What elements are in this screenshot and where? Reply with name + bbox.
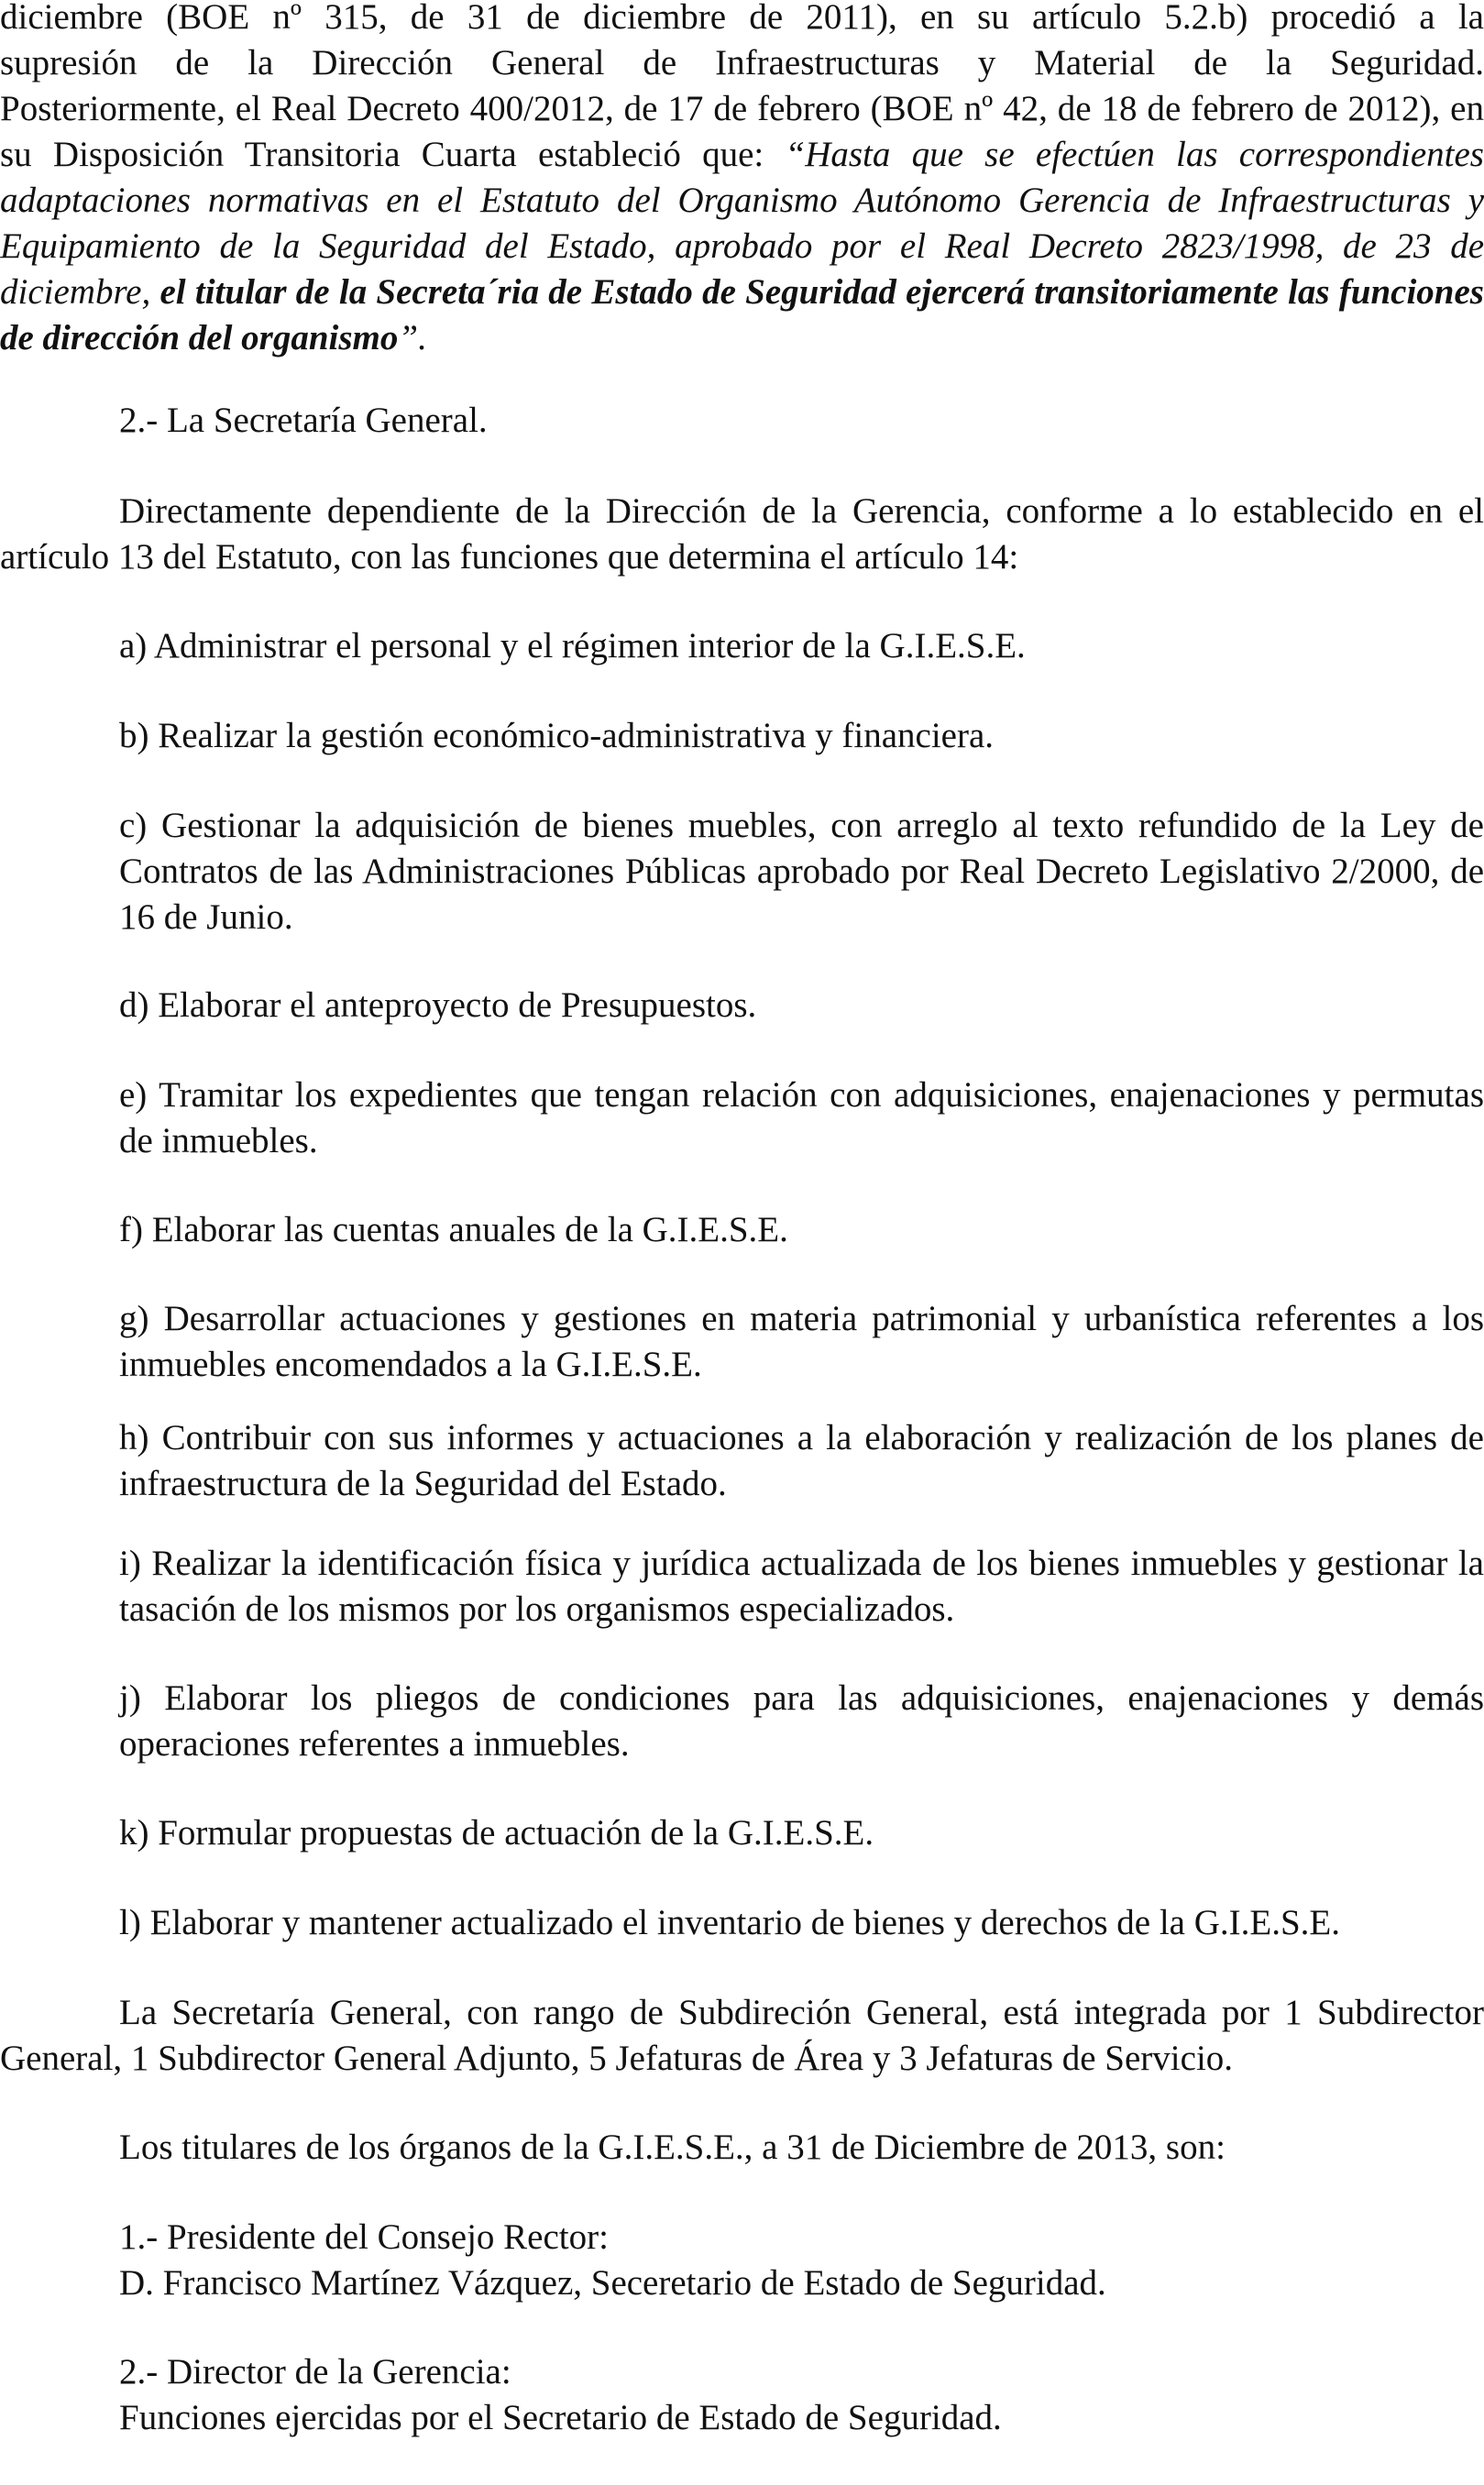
- intro-line-1: diciembre (BOE nº 315, de 31 de diciembre de 2011), en su artículo 5.2.b) procedió a la: [0, 0, 1484, 37]
- holders-intro: Los titulares de los órganos de la G.I.E.S.E., a 31 de Diciembre de 2013, son:: [119, 2128, 1226, 2167]
- function-c: c) Gestionar la adquisición de bienes muebles, con arreglo al texto refundido de la Ley de Contratos de las Administraciones Públicas aprobado por Real Decreto Legislativo 2/2000, de 16 de Junio.: [119, 806, 1484, 937]
- section-heading: 2.- La Secretaría General.: [119, 401, 488, 440]
- function-a: a) Administrar el personal y el régimen interior de la G.I.E.S.E.: [119, 626, 1026, 665]
- holder-1-position: 1.- Presidente del Consejo Rector:: [119, 2217, 609, 2257]
- holder-2-position: 2.- Director de la Gerencia:: [119, 2352, 511, 2392]
- function-e: e) Tramitar los expedientes que tengan relación con adquisiciones, enajenaciones y permutas de inmuebles.: [119, 1075, 1484, 1160]
- function-i: i) Realizar la identificación física y jurídica actualizada de los bienes inmuebles y gestionar la tasación de los mismos por los organismos especializados.: [119, 1544, 1484, 1629]
- function-b: b) Realizar la gestión económico-administrativa y financiera.: [119, 716, 995, 755]
- function-j: j) Elaborar los pliegos de condiciones para las adquisiciones, enajenaciones y demás operaciones referentes a inmuebles.: [119, 1678, 1484, 1764]
- composition-paragraph: La Secretaría General, con rango de Subdireción General, está integrada por 1 Subdirector General, 1 Subdirector General Adjunto, 5 Jefaturas de Área y 3 Jefaturas de Servicio.: [0, 1993, 1484, 2078]
- intro-line-2: supresión de la Dirección General de Infraestructuras y Material de la Seguridad.: [0, 43, 1484, 82]
- function-k: k) Formular propuestas de actuación de la G.I.E.S.E.: [119, 1813, 874, 1853]
- intro-quote: “Hasta que se efectúen las correspondientes adaptaciones normativas en el Estatuto del Organismo Autónomo Gerencia de Infraestructuras y Equipamiento de la Seguridad del Estado, aprobado por el Real Decreto 2823/1998, de 23 de diciembre,: [0, 135, 1484, 312]
- intro-plain-text: Posteriormente, el Real Decreto 400/2012, de 17 de febrero (BOE nº 42, de 18 de febrero de 2012), en su Disposición Transitoria Cuarta estableció que:: [0, 89, 1484, 174]
- function-h: h) Contribuir con sus informes y actuaciones a la elaboración y realización de los planes de infraestructura de la Seguridad del Estado.: [119, 1418, 1484, 1503]
- holder-1-name: D. Francisco Martínez Vázquez, Seceretario de Estado de Seguridad.: [119, 2263, 1106, 2303]
- holder-2-name: Funciones ejercidas por el Secretario de Estado de Seguridad.: [119, 2398, 1002, 2437]
- intro-quote-emphasis: el titular de la Secreta´ria de Estado de Seguridad ejercerá transitoriamente las funciones de dirección del organismo: [0, 272, 1484, 357]
- function-f: f) Elaborar las cuentas anuales de la G.I.E.S.E.: [119, 1210, 788, 1249]
- intro-quote-end: ”.: [398, 318, 427, 357]
- function-g: g) Desarrollar actuaciones y gestiones en materia patrimonial y urbanística referentes a los inmuebles encomendados a la G.I.E.S.E.: [119, 1299, 1484, 1384]
- function-l: l) Elaborar y mantener actualizado el inventario de bienes y derechos de la G.I.E.S.E.: [119, 1903, 1340, 1942]
- intro-paragraph: [0, 86, 1484, 361]
- function-d: d) Elaborar el anteproyecto de Presupuestos.: [119, 985, 757, 1025]
- section-intro: Directamente dependiente de la Dirección de la Gerencia, conforme a lo establecido en el artículo 13 del Estatuto, con las funciones que determina el artículo 14:: [0, 491, 1484, 577]
